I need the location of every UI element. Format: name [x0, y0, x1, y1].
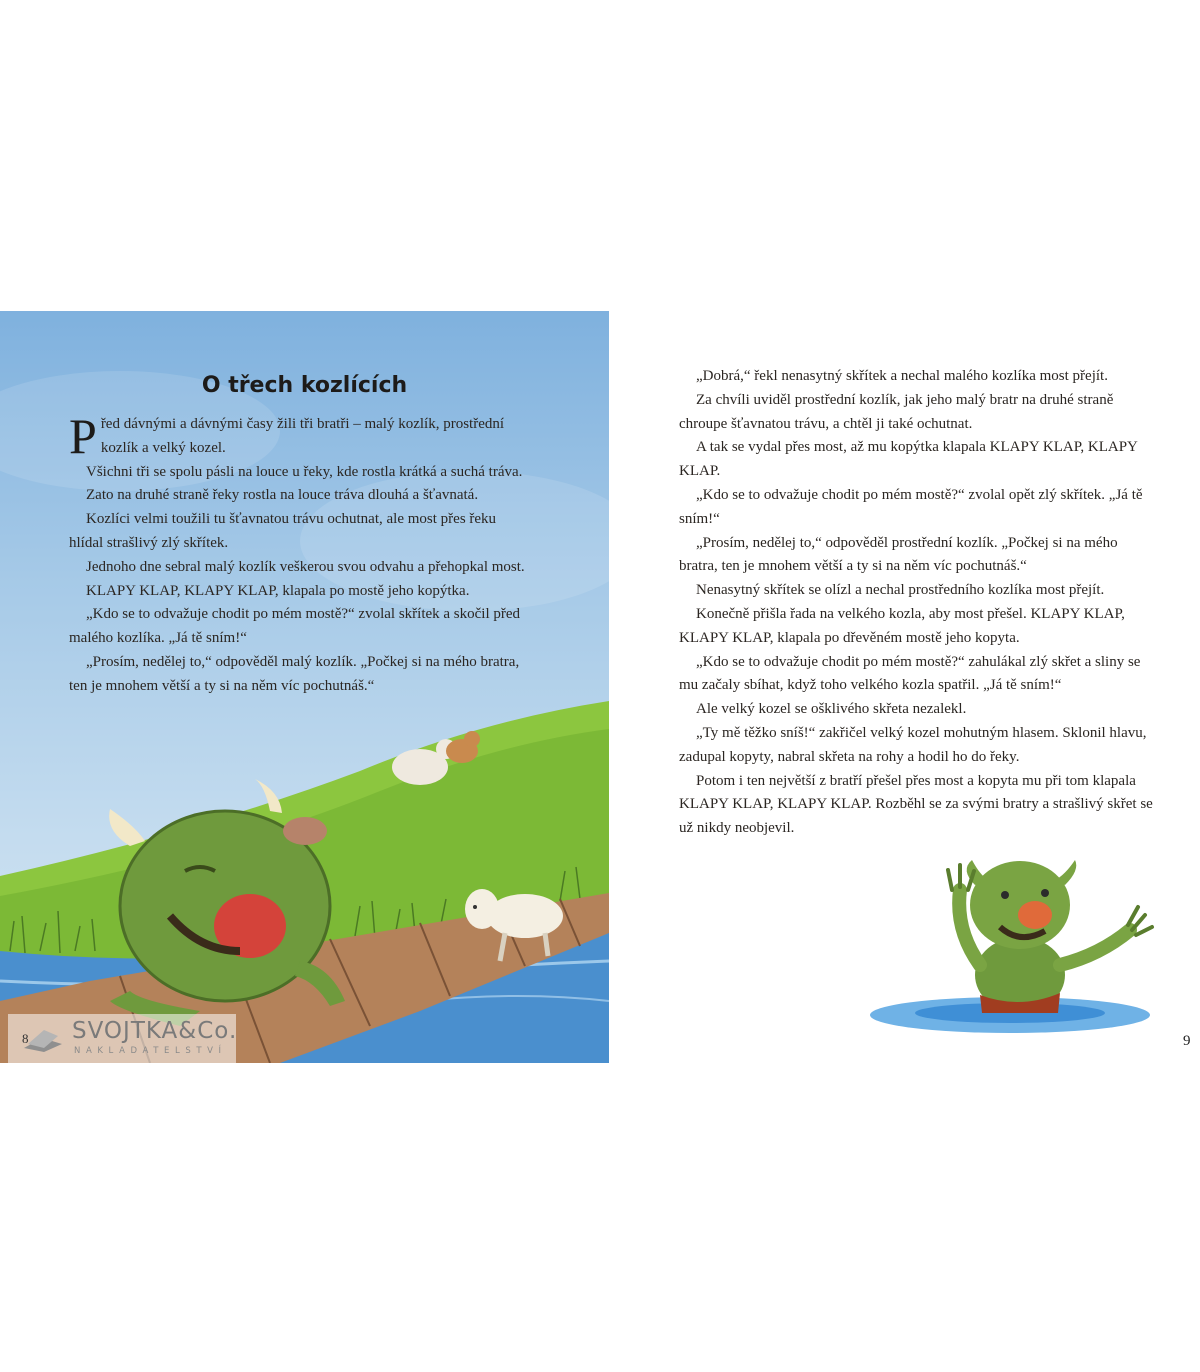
paragraph: „Ty mě těžko sníš!“ zakřičel velký kozel mohutným hlasem. Sklonil hlavu, zadupal kopyty, nabral skřeta na rohy a hodil ho do řeky.	[679, 724, 1147, 765]
paragraph: Za chvíli uviděl prostřední kozlík, jak jeho malý bratr na druhé straně chroupe šťavnatou trávu, a chtěl ji také ochutnat.	[679, 391, 1114, 432]
paragraph: Kozlíci velmi toužili tu šťavnatou trávu ochutnat, ale most přes řeku hlídal strašlivý zlý skřítek.	[69, 511, 497, 551]
paragraph-text: řed dávnými a dávnými časy žili tři bratři – malý kozlík, prostřední kozlík a velký kozel.	[100, 416, 505, 456]
troll-in-water-illustration	[860, 835, 1160, 1035]
paragraph: „Dobrá,“ řekl nenasytný skřítek a nechal malého kozlíka most přejít.	[696, 368, 1108, 384]
paragraph: KLAPY KLAP, KLAPY KLAP, klapala po mostě jeho kopýtka.	[86, 582, 470, 599]
paragraph: Potom i ten největší z bratří přešel přes most a kopyta mu při tom klapala KLAPY KLAP, KLAPY KLAP. Rozběhl se za svými bratry a strašlivý skřet se už nikdy neobjevil.	[679, 772, 1153, 837]
publisher-name: SVOJTKA&Co.	[72, 1018, 238, 1044]
publisher-subtitle: NAKLADATELSTVÍ	[74, 1046, 227, 1056]
paragraph: „Kdo se to odvažuje chodit po mém mostě?“ zvolal skřítek a skočil před malého kozlíka. „Já tě sním!“	[69, 606, 521, 647]
paragraph: Všichni tři se spolu pásli na louce u řeky, kde rostla krátká a suchá tráva.	[86, 463, 523, 480]
left-page-text	[69, 408, 525, 699]
paragraph	[69, 408, 525, 464]
left-page	[0, 311, 609, 1063]
page-number-right: 9	[1183, 1033, 1191, 1049]
paragraph: „Prosím, nedělej to,“ odpověděl malý kozlík. „Počkej si na mého bratra, ten je mnohem větší a ty si na něm víc pochutnáš.“	[69, 653, 520, 694]
page-number-left: 8	[22, 1031, 29, 1046]
book-logo-icon	[22, 1024, 66, 1054]
paragraph: Konečně přišla řada na velkého kozla, aby most přešel. KLAPY KLAP, KLAPY KLAP, klapala po dřevěném mostě jeho kopyta.	[679, 605, 1125, 646]
paragraph: Zato na druhé straně řeky rostla na louce tráva dlouhá a šťavnatá.	[86, 487, 479, 504]
paragraph: Jednoho dne sebral malý kozlík veškerou svou odvahu a přehopkal most.	[86, 558, 525, 575]
paragraph: „Kdo se to odvažuje chodit po mém mostě?“ zvolal opět zlý skřítek. „Já tě sním!“	[679, 486, 1143, 527]
story-title: O třech kozlících	[201, 373, 408, 398]
drop-cap: P	[69, 408, 97, 464]
paragraph: „Kdo se to odvažuje chodit po mém mostě?“ zahulákal zlý skřet a sliny se mu začaly sbíhat, když toho velkého kozla spatřil. „Já tě sním!“	[679, 653, 1141, 694]
right-page-text	[679, 365, 1155, 841]
paragraph: „Prosím, nedělej to,“ odpověděl prostřední kozlík. „Počkej si na mého bratra, ten je mnohem větší a ty si na něm víc pochutnáš.“	[679, 534, 1118, 575]
paragraph: Ale velký kozel se ošklivého skřeta nezalekl.	[696, 701, 967, 718]
publisher-watermark	[8, 1014, 236, 1063]
paragraph: Nenasytný skřítek se olízl a nechal prostředního kozlíka most přejít.	[696, 582, 1105, 599]
paragraph: A tak se vydal přes most, až mu kopýtka klapala KLAPY KLAP, KLAPY KLAP.	[679, 439, 1138, 480]
